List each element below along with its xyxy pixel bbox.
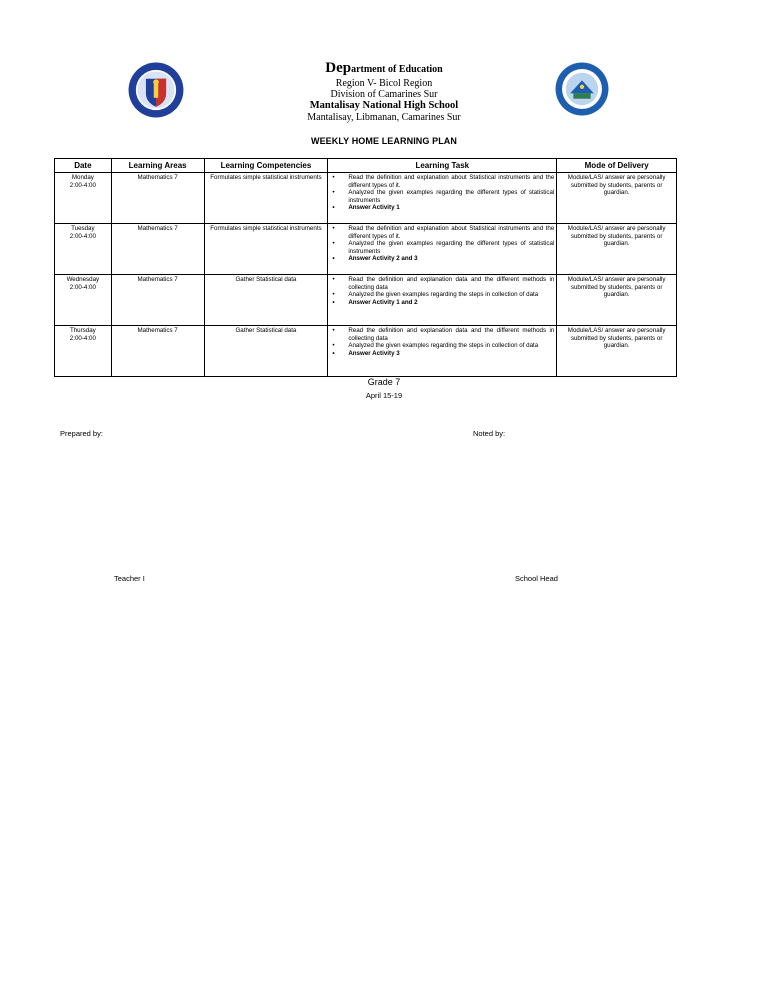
date-cell: Thursday 2:00-4:00 xyxy=(55,326,112,377)
table-row xyxy=(55,275,677,326)
date-cell: Monday 2:00-4:00 xyxy=(55,173,112,224)
table-row xyxy=(55,326,677,377)
header-learning-areas: Learning Areas xyxy=(111,159,204,173)
competency-cell: Gather Statistical data xyxy=(204,326,328,377)
task-item: • Read the definition and explanation data and the different methods in collecting data xyxy=(348,327,554,342)
competency-cell: Gather Statistical data xyxy=(204,275,328,326)
school-head-role: School Head xyxy=(515,574,558,583)
teacher-role: Teacher I xyxy=(114,574,145,583)
learning-task-cell xyxy=(328,224,557,275)
school-name: Mantalisay National High School xyxy=(309,100,459,111)
region: Region V- Bicol Region xyxy=(335,78,433,89)
learning-area-cell: Mathematics 7 xyxy=(111,224,204,275)
learning-task-cell xyxy=(328,326,557,377)
task-item: • Read the definition and explanation about Statistical instruments and the different types of it. xyxy=(348,225,554,240)
learning-area-cell: Mathematics 7 xyxy=(111,173,204,224)
prepared-by-label: Prepared by: xyxy=(60,429,103,438)
learning-task-cell xyxy=(328,275,557,326)
mode-of-delivery-cell: Module/LAS/ answer are personally submitted by students, parents or guardian. xyxy=(557,224,677,275)
header-date: Date xyxy=(55,159,112,173)
mode-of-delivery-cell: Module/LAS/ answer are personally submitted by students, parents or guardian. xyxy=(557,275,677,326)
date-range: April 15-19 xyxy=(365,391,403,400)
noted-by-label: Noted by: xyxy=(473,429,506,438)
learning-area-cell: Mathematics 7 xyxy=(111,326,204,377)
date-cell: Wednesday 2:00-4:00 xyxy=(55,275,112,326)
header-mode-of-delivery: Mode of Delivery xyxy=(557,159,677,173)
school-seal-icon xyxy=(555,61,609,117)
competency-cell: Formulates simple statistical instruments xyxy=(204,224,328,275)
header-learning-competencies: Learning Competencies xyxy=(204,159,328,173)
page-title: WEEKLY HOME LEARNING PLAN xyxy=(310,136,457,146)
task-item: • Analyzed the given examples regarding the different types of statistical instruments xyxy=(348,240,554,255)
task-item: • Analyzed the given examples regarding the different types of statistical instruments xyxy=(348,189,554,204)
task-item: • Read the definition and explanation about Statistical instruments and the different types of it. xyxy=(348,174,554,189)
deped-seal-icon xyxy=(128,62,184,118)
learning-area-cell: Mathematics 7 xyxy=(111,275,204,326)
table-header-row xyxy=(55,159,677,173)
department-name: Department of Education xyxy=(325,60,443,76)
grade-level: Grade 7 xyxy=(367,377,401,387)
answer-activity: • Answer Activity 3 xyxy=(348,350,554,358)
answer-activity: • Answer Activity 1 xyxy=(348,204,554,212)
learning-task-cell xyxy=(328,173,557,224)
competency-cell: Formulates simple statistical instruments xyxy=(204,173,328,224)
learning-plan-table xyxy=(54,158,677,377)
school-address: Mantalisay, Libmanan, Camarines Sur xyxy=(307,112,461,123)
division: Division of Camarines Sur xyxy=(330,89,438,100)
mode-of-delivery-cell: Module/LAS/ answer are personally submitted by students, parents or guardian. xyxy=(557,326,677,377)
answer-activity: • Answer Activity 1 and 2 xyxy=(348,299,554,307)
task-item: • Analyzed the given examples regarding the steps in collection of data xyxy=(348,291,554,299)
date-cell: Tuesday 2:00-4:00 xyxy=(55,224,112,275)
task-item: • Read the definition and explanation data and the different methods in collecting data xyxy=(348,276,554,291)
answer-activity: • Answer Activity 2 and 3 xyxy=(348,255,554,263)
table-row xyxy=(55,173,677,224)
task-item: • Analyzed the given examples regarding the steps in collection of data xyxy=(348,342,554,350)
letterhead xyxy=(240,60,528,123)
header-learning-task: Learning Task xyxy=(328,159,557,173)
table-row xyxy=(55,224,677,275)
mode-of-delivery-cell: Module/LAS/ answer are personally submitted by students, parents or guardian. xyxy=(557,173,677,224)
